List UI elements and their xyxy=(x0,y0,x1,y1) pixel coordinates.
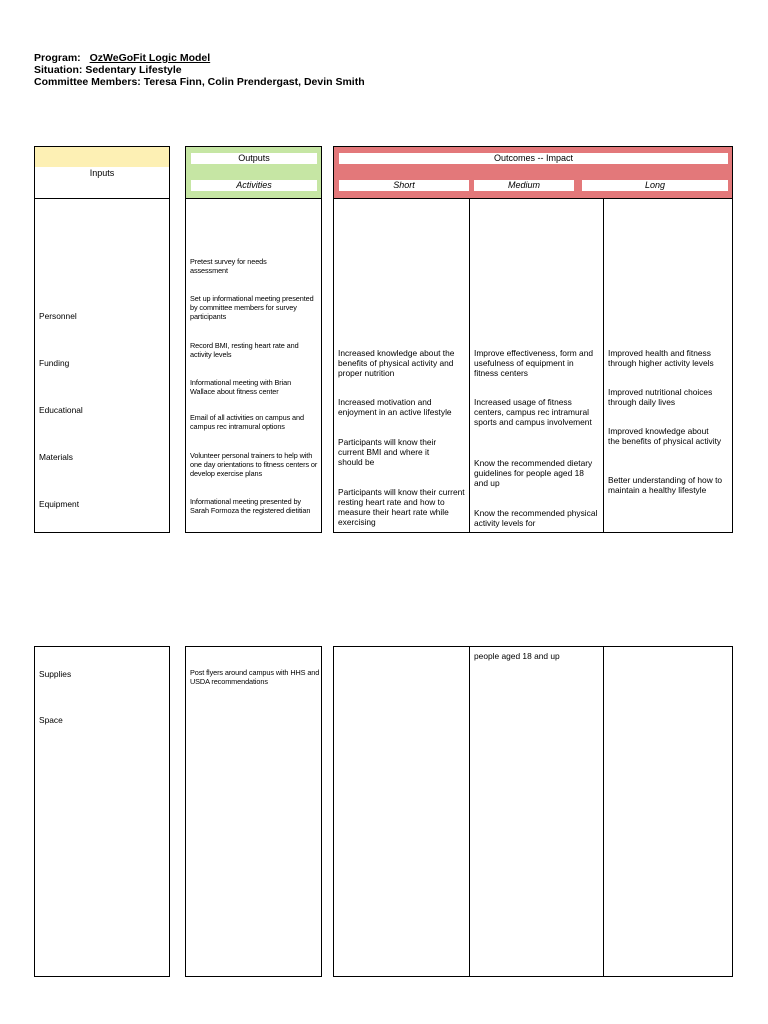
inputs-header xyxy=(34,146,170,199)
long-outcome: Improved knowledge about the benefits of physical activity xyxy=(608,426,722,446)
program-name: OzWeGoFit Logic Model xyxy=(89,52,211,64)
program-label: Program: xyxy=(34,52,81,64)
medium-outcome: Increased usage of fitness centers, campus rec intramural sports and campus involvement xyxy=(474,397,592,427)
activity-item: Pretest survey for needs assessment xyxy=(190,257,267,275)
activity-item: Set up informational meeting presented by committee members for survey participants xyxy=(190,294,314,321)
activity-item: Informational meeting presented by Sarah Formoza the registered dietitian xyxy=(190,497,311,515)
outcomes-body-p2 xyxy=(333,646,733,977)
short-outcome: Increased knowledge about the benefits of physical activity and proper nutrition xyxy=(338,348,455,378)
situation-line: Situation: Sedentary Lifestyle xyxy=(34,64,182,76)
short-outcome: Participants will know their current resting heart rate and how to measure their heart rate while exercising xyxy=(338,487,465,527)
outputs-header xyxy=(185,146,322,199)
inputs-header-label: Inputs xyxy=(89,168,115,178)
input-supplies: Supplies xyxy=(39,669,72,679)
medium-outcome: Know the recommended dietary guidelines for people aged 18 and up xyxy=(474,458,593,488)
activity-item: Informational meeting with Brian Wallace about fitness center xyxy=(190,378,292,396)
activity-item: Volunteer personal trainers to help with one day orientations to fitness centers or develop exercise plans xyxy=(190,451,318,478)
activity-item: Record BMI, resting heart rate and activity levels xyxy=(190,341,299,359)
outcomes-pill: Outcomes -- Impact xyxy=(339,153,728,164)
activity-item: Email of all activities on campus and campus rec intramural options xyxy=(190,413,304,431)
long-outcome: Improved nutritional choices through daily lives xyxy=(608,387,713,407)
short-pill: Short xyxy=(339,180,469,191)
medium-outcome: Know the recommended physical activity levels for xyxy=(474,508,598,528)
long-outcome: Improved health and fitness through higher activity levels xyxy=(608,348,714,368)
medium-pill: Medium xyxy=(474,180,574,191)
committee-line: Committee Members: Teresa Finn, Colin Prendergast, Devin Smith xyxy=(34,76,365,88)
input-funding: Funding xyxy=(39,358,70,368)
input-space: Space xyxy=(39,715,63,725)
inputs-band xyxy=(35,147,169,167)
program-line xyxy=(34,52,210,64)
short-outcome: Increased motivation and enjoyment in an active lifestyle xyxy=(338,397,452,417)
outcomes-header xyxy=(333,146,733,199)
inputs-body xyxy=(34,198,170,533)
long-pill: Long xyxy=(582,180,728,191)
medium-outcome: Improve effectiveness, form and usefulness of equipment in fitness centers xyxy=(474,348,594,378)
inputs-body-p2 xyxy=(34,646,170,977)
activities-pill: Activities xyxy=(191,180,317,191)
input-educational: Educational xyxy=(39,405,83,415)
activities-body xyxy=(185,198,322,533)
outcomes-body xyxy=(333,198,733,533)
activity-item: Post flyers around campus with HHS and USDA recommendations xyxy=(190,668,320,686)
short-outcome: Participants will know their current BMI and where it should be xyxy=(338,437,437,467)
long-outcome: Better understanding of how to maintain a healthy lifestyle xyxy=(608,475,723,495)
medium-outcome: people aged 18 and up xyxy=(474,651,560,661)
input-materials: Materials xyxy=(39,452,73,462)
activities-body-p2 xyxy=(185,646,322,977)
input-equipment: Equipment xyxy=(39,499,80,509)
outputs-pill: Outputs xyxy=(191,153,317,164)
input-personnel: Personnel xyxy=(39,311,77,321)
